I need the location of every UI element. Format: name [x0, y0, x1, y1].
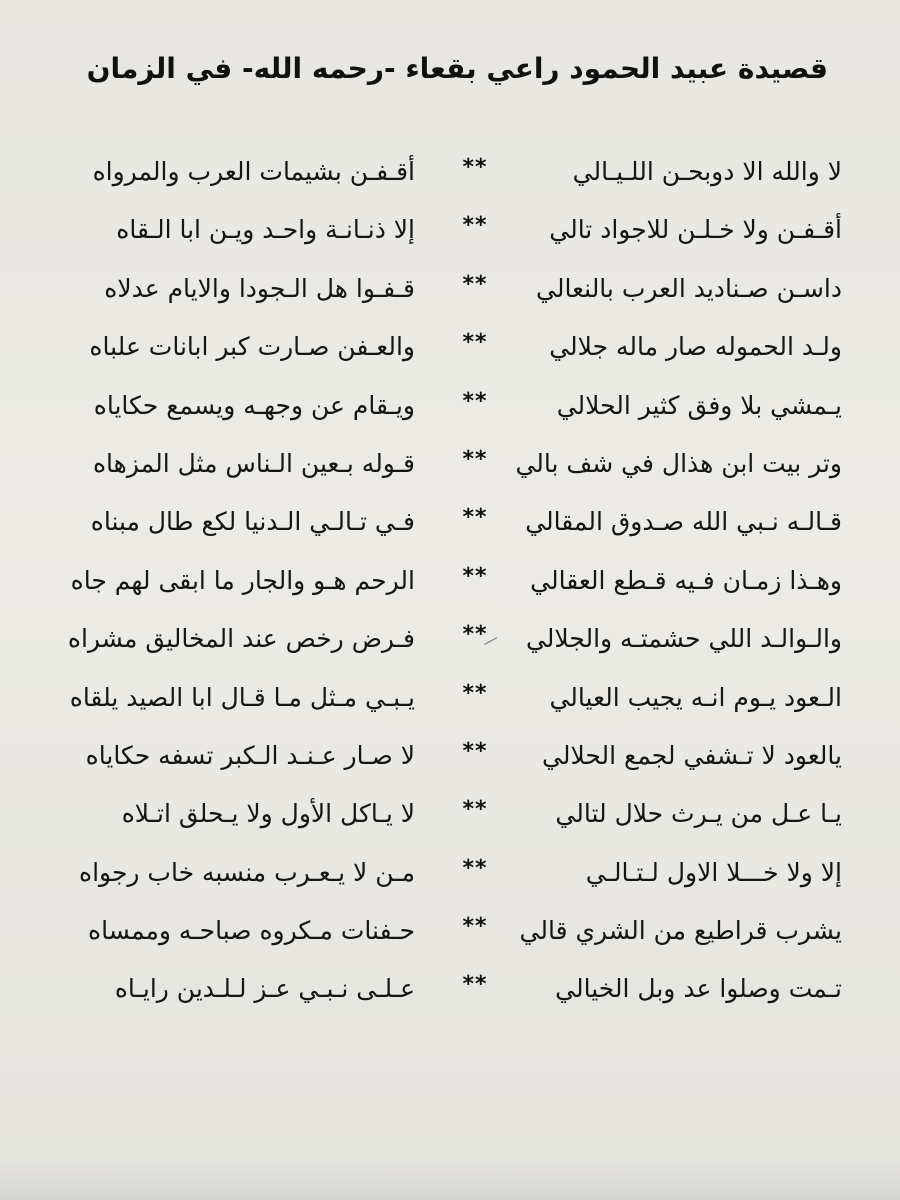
verse-row [0, 734, 900, 792]
verse-separator: ** [462, 155, 488, 180]
verse-separator: ** [462, 622, 488, 648]
verse-row [0, 442, 900, 500]
verse-second-hemistich: قـوله بـعين الـناس مثل المزهاه [92, 448, 415, 478]
verse-separator: ** [462, 797, 488, 823]
verse-separator: ** [462, 271, 488, 297]
verse-second-hemistich: فـرض رخص عند المخاليق مشراه [67, 624, 415, 654]
verse-first-hemistich: أقـفـن ولا خـلـن للاجواد تالي [549, 215, 842, 245]
verse-second-hemistich: فـي تـالـي الـدنيا لكع طال مبناه [90, 507, 415, 537]
verse-second-hemistich: لا صـار عـنـد الـكبر تسفه حكاياه [85, 740, 415, 770]
verse-separator: ** [462, 680, 488, 706]
verse-row [0, 676, 900, 734]
verse-row [0, 500, 900, 558]
verse-row [0, 150, 900, 208]
verse-separator: ** [462, 330, 488, 356]
verse-separator: ** [462, 563, 488, 589]
page-shadow [0, 1160, 900, 1200]
verse-separator: ** [462, 855, 488, 881]
verse-first-hemistich: يشرب قراطيع من الشري قالي [519, 916, 842, 946]
verse-separator: ** [462, 213, 488, 239]
verse-first-hemistich: يالعود لا تـشفي لجمع الحلالي [542, 740, 842, 770]
verse-first-hemistich: وهـذا زمـان فـيه قـطع العقالي [530, 565, 842, 595]
verse-row [0, 384, 900, 442]
poem-body [0, 150, 900, 1026]
verse-first-hemistich: داسـن صـناديد العرب بالنعالي [536, 273, 842, 303]
verse-separator: ** [462, 738, 488, 764]
verse-second-hemistich: الرحم هـو والجار ما ابقى لهم جاه [70, 565, 415, 595]
verse-separator: ** [462, 914, 488, 940]
verse-first-hemistich: والـوالـد اللي حشمتـه والجلالي [525, 624, 842, 654]
verse-first-hemistich: الـعود يـوم انـه يجيب العيالي [549, 682, 842, 712]
verse-first-hemistich: يـا عـل من يـرث حلال لتالي [555, 799, 842, 829]
verse-first-hemistich: يـمشي بلا وفق كثير الحلالي [556, 390, 842, 420]
verse-row [0, 967, 900, 1025]
verse-second-hemistich: قـفـوا هل الـجودا والايام عدلاه [104, 273, 415, 303]
verse-first-hemistich: لا والله الا دوبحـن اللـيـالي [572, 157, 842, 186]
verse-row [0, 851, 900, 909]
verse-second-hemistich: عـلـى نـبـي عـز لـلـدين رايـاه [114, 974, 415, 1004]
verse-row [0, 325, 900, 383]
verse-second-hemistich: مـن لا يـعـرب منسبه خاب رجواه [78, 857, 415, 887]
verse-first-hemistich: ولـد الحموله صار ماله جلالي [549, 332, 842, 362]
verse-separator: ** [462, 446, 488, 472]
verse-row [0, 267, 900, 325]
verse-first-hemistich: إلا ولا خـــلا الاول لـتـالـي [585, 857, 842, 887]
verse-first-hemistich: وتر بيت ابن هذال في شف بالي [515, 448, 842, 478]
verse-separator: ** [462, 388, 488, 414]
verse-second-hemistich: إلا ذنـانـة واحـد ويـن ابا الـقاه [116, 215, 415, 245]
verse-first-hemistich: قـالـه نـبي الله صـدوق المقالي [525, 507, 842, 537]
verse-row [0, 909, 900, 967]
verse-row [0, 617, 900, 675]
verse-second-hemistich: ويـقام عن وجهـه ويسمع حكاياه [93, 390, 415, 420]
verse-second-hemistich: حـفنات مـكروه صباحـه وممساه [88, 916, 415, 946]
verse-second-hemistich: أقـفـن بشيمات العرب والمرواه [92, 157, 415, 186]
verse-row [0, 208, 900, 266]
verse-row [0, 792, 900, 850]
verse-second-hemistich: يـبـي مـثل مـا قـال ابا الصيد يلقاه [69, 682, 415, 712]
verse-separator: ** [462, 972, 488, 998]
poem-title: قصيدة عبيد الحمود راعي بقعاء -رحمه الله- في الزمان [86, 52, 828, 85]
verse-first-hemistich: تـمت وصلوا عد وبل الخيالي [555, 974, 842, 1004]
verse-separator: ** [462, 505, 488, 531]
verse-second-hemistich: والعـفن صـارت كبر ابانات علباه [89, 332, 415, 362]
verse-second-hemistich: لا يـاكل الأول ولا يـحلق اتـلاه [121, 799, 415, 829]
verse-row [0, 559, 900, 617]
